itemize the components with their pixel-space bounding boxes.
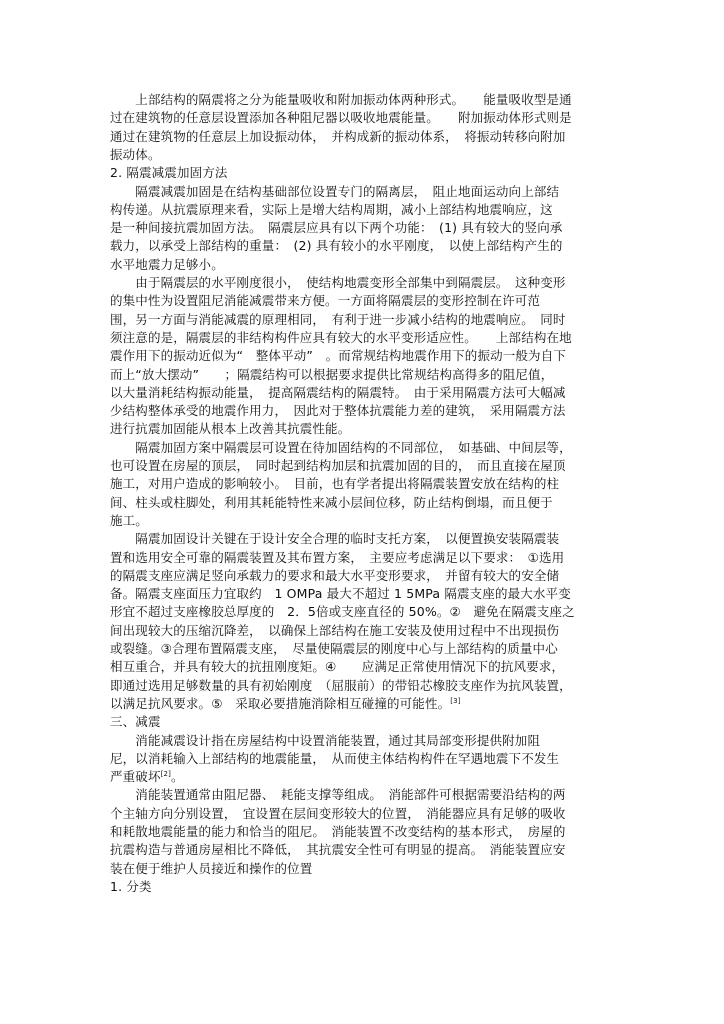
line-text: 施工，对用户造成的影响较小。 目前，也有学者提出将隔震装置安放在结构的柱 bbox=[110, 476, 560, 492]
text-line bbox=[110, 402, 566, 419]
text-line bbox=[110, 164, 228, 181]
text-line bbox=[110, 695, 461, 712]
text-line bbox=[110, 549, 564, 566]
text-line bbox=[110, 640, 558, 657]
line-text: 严重破坏 bbox=[110, 769, 161, 785]
line-text: 或裂缝。③合理布置隔震支座， 尽量使隔震层的刚度中心与上部结构的质量中心 bbox=[110, 641, 558, 656]
line-text: 个主轴方向分别设置， 宜设置在层间变形较大的位置， 消能器应具有足够的吸收 bbox=[110, 805, 566, 821]
line-text: 水平地震力足够小。 bbox=[110, 256, 224, 272]
line-text: 的隔震支座应满足竖向承载力的要求和最大水平变形要求， 并留有较大的安全储 bbox=[110, 567, 560, 583]
text-line bbox=[110, 585, 571, 602]
line-text: 的集中性为设置阻尼消能减震带来方便。一方面将隔震层的变形控制在许可范 bbox=[110, 293, 541, 309]
line-text: 振动体。 bbox=[110, 146, 161, 162]
line-text: 间出现较大的压缩沉降差， 以确保上部结构在施工安装及使用过程中不出现损伤 bbox=[110, 622, 560, 638]
line-text: 隔震减震加固是在结构基础部位设置专门的隔离层， 阻止地面运动向上部结 bbox=[110, 183, 560, 199]
line-text: 2. 隔震减震加固方法 bbox=[110, 165, 228, 181]
line-text: 消能装置通常由阻尼器、 耗能支撑等组成。 消能部件可根据需要沿结构的两 bbox=[110, 787, 566, 803]
line-text: 抗震构造与普通房屋相比不降低， 其抗震安全性可有明显的提高。 消能装置应安 bbox=[110, 842, 566, 858]
line-text: 尼，以消耗输入上部结构的地震能量， 从而使主体结构构件在罕遇地震下不发生 bbox=[110, 750, 560, 766]
text-line bbox=[110, 329, 572, 346]
text-line bbox=[110, 347, 566, 364]
citation-ref: [3] bbox=[450, 696, 461, 705]
citation-ref: [2] bbox=[160, 769, 171, 778]
line-text: 以大量消耗结构振动能量， 提高隔震结构的隔震特。 由于采用隔震方法可大幅减 bbox=[110, 384, 566, 400]
text-line bbox=[110, 567, 559, 584]
text-line bbox=[110, 494, 553, 511]
line-text: 置和选用安全可靠的隔震装置及其布置方案， 主要应考虑满足以下要求： ①选用 bbox=[110, 549, 565, 565]
line-text: 上部结构的隔震将之分为能量吸收和附加振动体两种形式。 能量吸收型是通 bbox=[110, 92, 572, 107]
text-line bbox=[110, 823, 566, 840]
text-line bbox=[110, 109, 572, 126]
text-line bbox=[110, 786, 566, 803]
text-line bbox=[110, 841, 566, 858]
line-text: 进行抗震加固能从根本上改善其抗震性能。 bbox=[110, 421, 351, 437]
line-text: 以满足抗风要求。⑤ 采取必要措施消除相互碰撞的可能性。 bbox=[110, 695, 451, 711]
line-text: 过在建筑物的任意层设置添加各种阻尼器以吸收地震能量。 附加振动体形式则是 bbox=[110, 110, 572, 126]
text-line bbox=[110, 878, 152, 895]
text-line bbox=[110, 91, 572, 108]
line-text: 1. 分类 bbox=[110, 878, 152, 894]
line-text: 施工。 bbox=[110, 512, 148, 528]
line-tail: 。 bbox=[170, 769, 184, 785]
text-line bbox=[110, 292, 540, 309]
text-line bbox=[110, 274, 566, 291]
line-text: 而上“放大摆动” ；隔震结构可以根据要求提供比常规结构高得多的阻尼值， bbox=[110, 366, 554, 382]
text-line bbox=[110, 530, 559, 547]
text-line bbox=[110, 420, 350, 437]
line-text: 备。隔震支座面压力宜取约 1 OMPa 最大不超过 1 5MPa 隔震支座的最大水平变 bbox=[110, 586, 571, 602]
line-text: 围，另一方面与消能减震的原理相同， 有利于进一步减小结构的地震响应。 同时 bbox=[110, 311, 566, 327]
text-line bbox=[110, 201, 553, 218]
line-text: 通过在建筑物的任意层上加设振动体， 并构成新的振动体系， 将振动转移向附加 bbox=[110, 128, 566, 144]
line-text: 消能减震设计指在房屋结构中设置消能装置，通过其局部变形提供附加阻 bbox=[110, 732, 541, 748]
line-text: 构传递。从抗震原理来看，实际上是增大结构周期，减小上部结构地震响应，这 bbox=[110, 201, 553, 217]
text-line bbox=[110, 237, 563, 254]
text-line bbox=[110, 603, 575, 620]
text-line bbox=[110, 311, 566, 328]
line-text: 相互重合，并具有较大的抗扭刚度矩。④ 应满足正常使用情况下的抗风要求， bbox=[110, 659, 565, 675]
line-text: 震作用下的振动近似为“ 整体平动” 。而常规结构地震作用下的振动一般为自下 bbox=[110, 348, 567, 364]
line-text: 由于隔震层的水平刚度很小， 使结构地震变形全部集中到隔震层。 这种变形 bbox=[110, 275, 566, 290]
text-line bbox=[110, 439, 572, 456]
text-line bbox=[110, 512, 148, 529]
text-line bbox=[110, 860, 312, 877]
text-line bbox=[110, 183, 559, 200]
line-text: 形宜不超过支座橡胶总厚度的 2．5倍或支座直径的 50%。② 避免在隔震支座之 bbox=[110, 604, 575, 620]
line-text: 即通过选用足够数量的具有初始刚度 （屈服前）的带铅芯橡胶支座作为抗风装置， bbox=[110, 677, 572, 693]
text-line bbox=[110, 384, 566, 401]
text-line bbox=[110, 128, 566, 145]
line-text: 载力，以承受上部结构的重量： (2) 具有较小的水平刚度， 以使上部结构产生的 bbox=[110, 238, 563, 254]
text-line bbox=[110, 146, 161, 163]
line-text: 须注意的是，隔震层的非结构构件应具有较大的水平变形适应性。 上部结构在地 bbox=[110, 329, 572, 345]
text-line bbox=[110, 366, 553, 383]
text-line bbox=[110, 805, 566, 822]
text-line bbox=[110, 732, 540, 749]
text-line bbox=[110, 457, 566, 474]
line-text: 是一种间接抗震加固方法。 隔震层应具有以下两个功能： (1) 具有较大的竖向承 bbox=[110, 220, 563, 236]
line-text: 少结构整体承受的地震作用力， 因此对于整体抗震能力差的建筑， 采用隔震方法 bbox=[110, 403, 566, 419]
text-line bbox=[110, 713, 161, 730]
line-text: 隔震加固设计关键在于设计安全合理的临时支托方案， 以便置换安装隔震装 bbox=[110, 531, 560, 547]
text-line bbox=[110, 750, 559, 767]
text-line bbox=[110, 219, 563, 236]
text-line bbox=[110, 677, 572, 694]
text-line bbox=[110, 658, 564, 675]
line-text: 装在便于维护人员接近和操作的位置 bbox=[110, 860, 313, 876]
line-text: 和耗散地震能量的能力和恰当的阻尼。 消能装置不改变结构的基本形式， 房屋的 bbox=[110, 824, 566, 839]
line-text: 也可设置在房屋的顶层， 同时起到结构加层和抗震加固的目的， 而且直接在屋顶 bbox=[110, 458, 566, 473]
line-text: 隔震加固方案中隔震层可设置在待加固结构的不同部位， 如基础、中间层等， bbox=[110, 439, 572, 455]
text-line bbox=[110, 475, 559, 492]
text-line bbox=[110, 622, 559, 639]
text-line bbox=[110, 256, 224, 273]
text-line bbox=[110, 768, 184, 785]
line-text: 三、减震 bbox=[110, 714, 161, 730]
line-text: 间、柱头或柱脚处，利用其耗能特性来减小层间位移，防止结构倒塌，而且便于 bbox=[110, 494, 553, 510]
